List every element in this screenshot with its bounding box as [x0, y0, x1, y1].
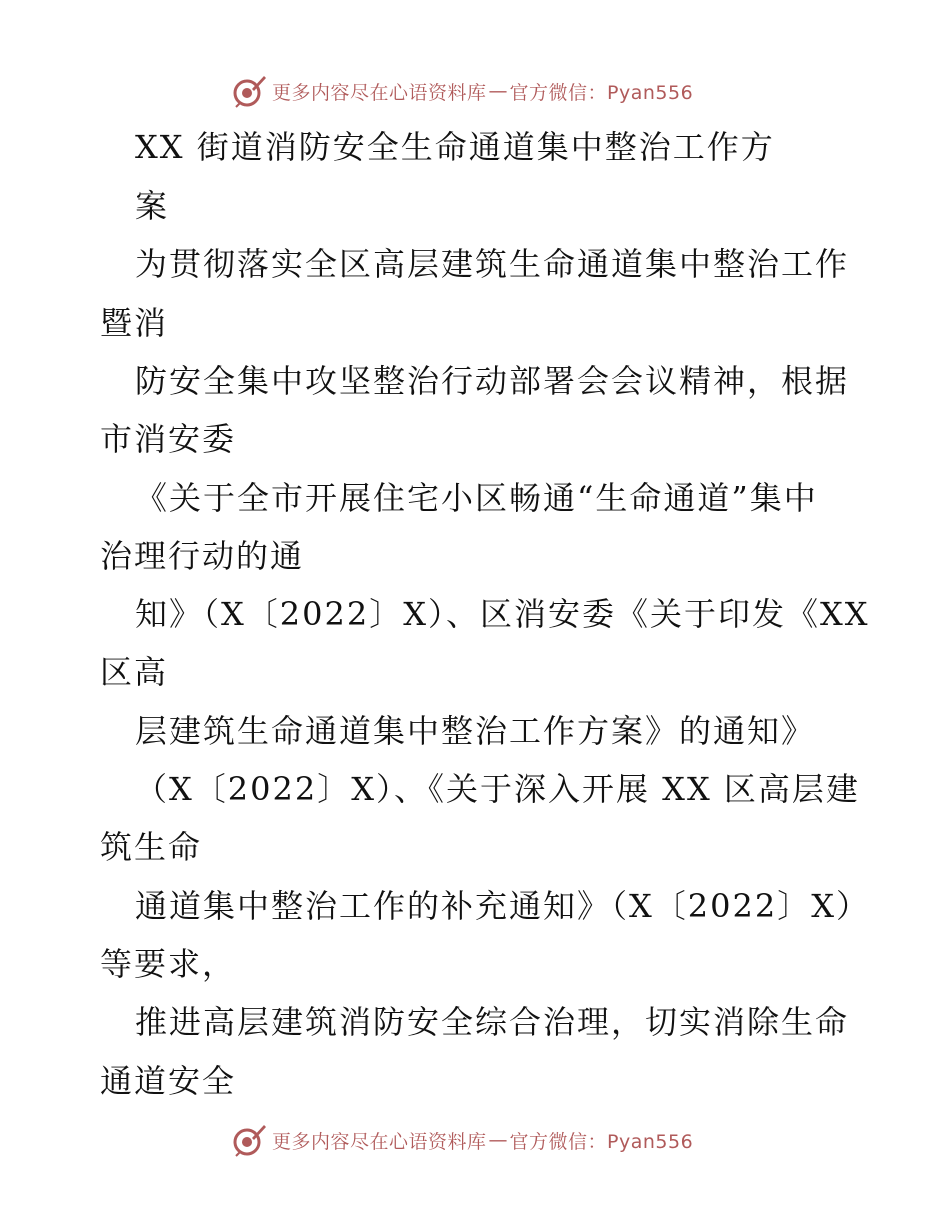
doc-text-line: 为贯彻落实全区高层建筑生命通道集中整治工作: [135, 245, 850, 283]
doc-text-line: 知》（X〔2022〕X）、区消安委《关于印发《XX: [135, 595, 870, 633]
watermark-contact-text: 官方微信：Pyan556: [509, 81, 694, 104]
doc-title-line: 案: [135, 187, 170, 225]
watermark-contact-text: 官方微信：Pyan556: [509, 1130, 694, 1153]
doc-text-line: 层建筑生命通道集中整治工作方案》的通知》: [135, 712, 816, 750]
watermark-site-text: 更多内容尽在心语资料库: [272, 1130, 487, 1153]
doc-text-line: 暨消: [100, 304, 169, 342]
doc-text-line: （X〔2022〕X）、《关于深入开展 XX 区高层建: [135, 770, 860, 808]
doc-text-line: 治理行动的通: [100, 537, 305, 575]
watermark-dash: —: [488, 80, 508, 102]
footer-watermark: [232, 1120, 693, 1160]
doc-text-line: 通道集中整治工作的补充通知》（X〔2022〕X）: [135, 887, 871, 925]
pen-logo-icon: [232, 1122, 268, 1158]
doc-text-line: 通道安全: [100, 1062, 237, 1100]
doc-text-line: 市消安委: [100, 420, 237, 458]
doc-title-line: XX 街道消防安全生命通道集中整治工作方: [135, 128, 775, 166]
doc-text-line: 推进高层建筑消防安全综合治理，切实消除生命: [135, 1003, 850, 1041]
watermark-site-text: 更多内容尽在心语资料库: [272, 81, 487, 104]
watermark-dash: —: [488, 1129, 508, 1151]
header-watermark: [232, 71, 693, 111]
pen-logo-icon: [232, 73, 268, 109]
doc-text-line: 筑生命: [100, 828, 203, 866]
doc-text-line: 防安全集中攻坚整治行动部署会会议精神，根据: [135, 362, 850, 400]
doc-text-line: 区高: [100, 653, 169, 691]
doc-text-line: 等要求，: [100, 945, 237, 983]
doc-text-line: 《关于全市开展住宅小区畅通“生命通道”集中: [135, 479, 818, 517]
